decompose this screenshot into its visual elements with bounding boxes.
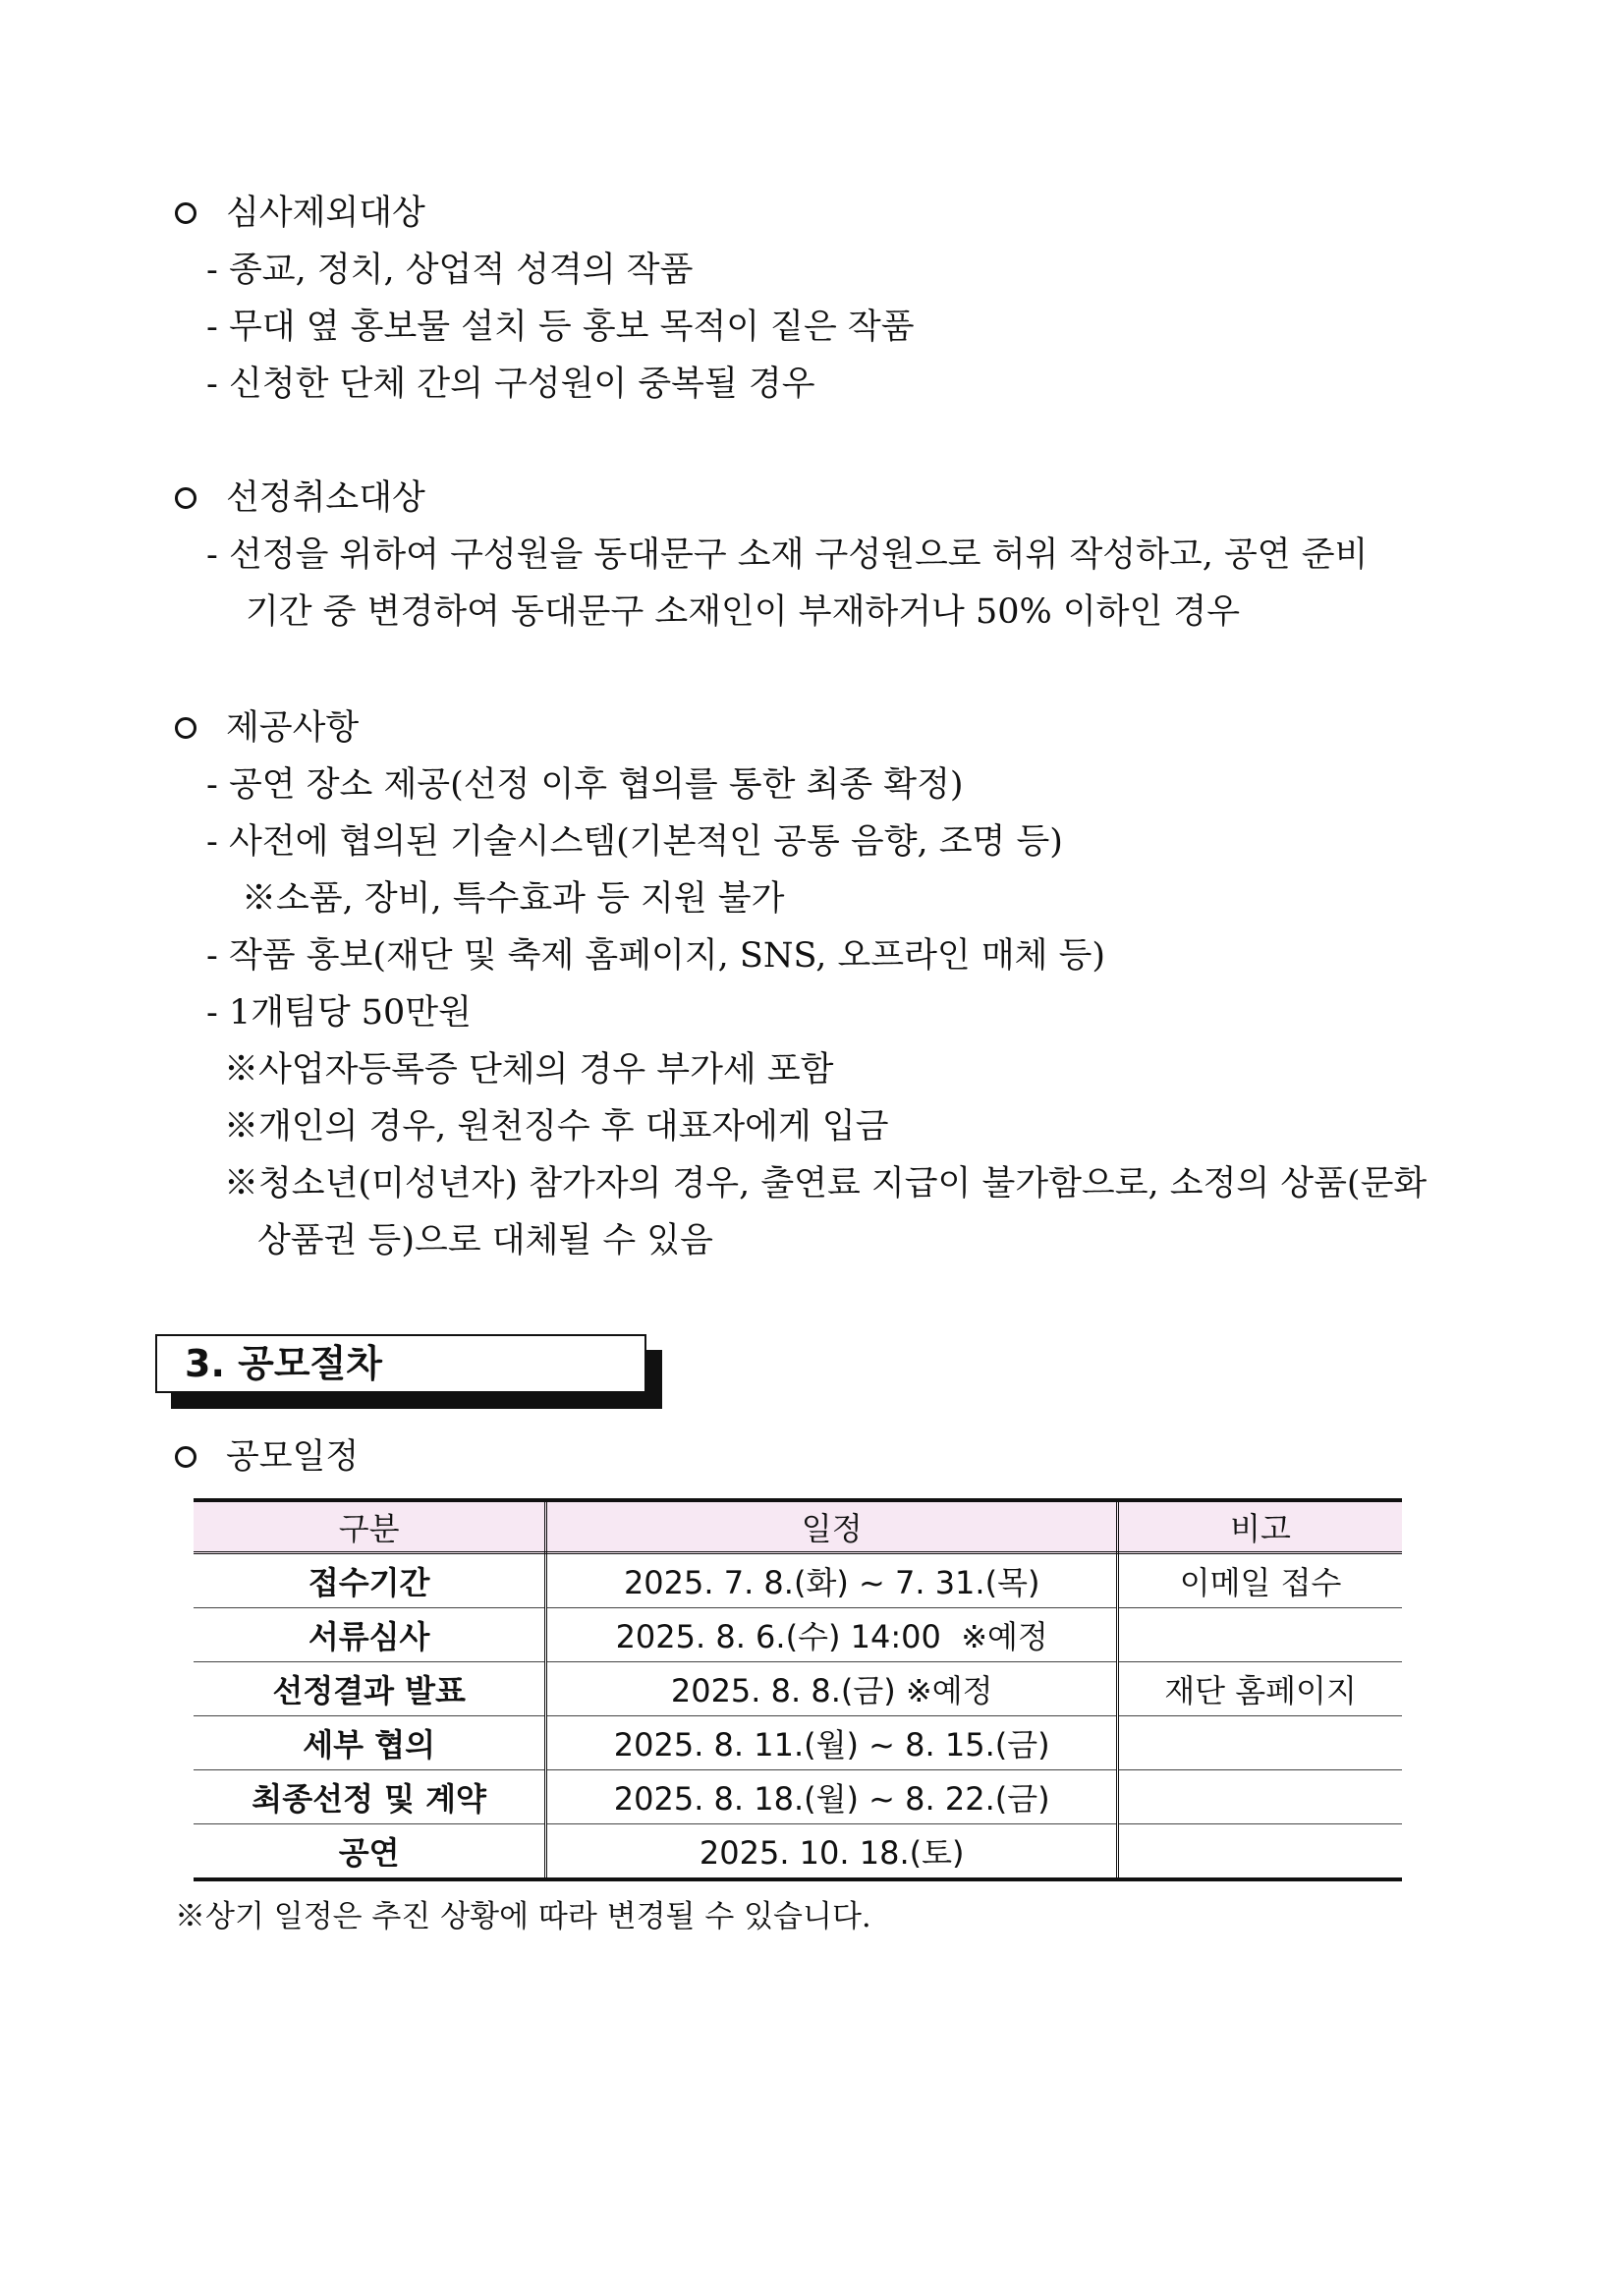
provision-item: - 사전에 협의된 기술시스템(기본적인 공통 음향, 조명 등): [206, 822, 1063, 862]
row-category: 최종선정 및 계약: [194, 1770, 546, 1824]
table-row: [194, 1553, 1402, 1608]
cancellation-heading: 선정취소대상: [226, 478, 425, 518]
provision-heading: 제공사항: [226, 708, 360, 748]
exclusion-heading: 심사제외대상: [226, 194, 425, 233]
table-row: [194, 1716, 1402, 1770]
cancellation-section: [175, 470, 1491, 641]
exclusion-section: [175, 185, 1491, 413]
row-date: 2025. 8. 18.(월) ~ 8. 22.(금): [546, 1770, 1118, 1824]
row-note: [1118, 1716, 1402, 1770]
row-category: 공연: [194, 1824, 546, 1880]
section-header: [155, 1334, 646, 1393]
table-header-row: [194, 1500, 1402, 1553]
provision-note: ※개인의 경우, 원천징수 후 대표자에게 입금: [224, 1107, 889, 1147]
cancellation-text-line1: - 선정을 위하여 구성원을 동대문구 소재 구성원으로 허위 작성하고, 공연 준비: [206, 535, 1369, 575]
provision-heading-line: [175, 700, 1491, 756]
table-row: [194, 1608, 1402, 1662]
cancellation-text-line2: 기간 중 변경하여 동대문구 소재인이 부재하거나 50% 이하인 경우: [246, 592, 1241, 632]
provision-note: ※사업자등록증 단체의 경우 부가세 포함: [224, 1050, 834, 1090]
row-note: 이메일 접수: [1118, 1553, 1402, 1608]
exclusion-item: - 종교, 정치, 상업적 성격의 작품: [206, 251, 694, 290]
schedule-table: [194, 1498, 1402, 1881]
table-row: [194, 1662, 1402, 1716]
row-date: 2025. 7. 8.(화) ~ 7. 31.(목): [546, 1553, 1118, 1608]
schedule-heading-line: [175, 1428, 1491, 1485]
schedule-heading-section: [175, 1428, 1491, 1485]
provision-item: - 작품 홍보(재단 및 축제 홈페이지, SNS, 오프라인 매체 등): [206, 936, 1106, 976]
provision-note-continued: 상품권 등)으로 대체될 수 있음: [257, 1221, 713, 1260]
exclusion-item: - 무대 옆 홍보물 설치 등 홍보 목적이 짙은 작품: [206, 308, 915, 347]
row-category: 선정결과 발표: [194, 1662, 546, 1716]
provision-item: - 공연 장소 제공(선정 이후 협의를 통한 최종 확정): [206, 765, 964, 805]
row-category: 세부 협의: [194, 1716, 546, 1770]
table-row: [194, 1824, 1402, 1880]
circle-bullet-icon: [175, 717, 196, 739]
provision-item: - 1개팀당 50만원: [206, 993, 472, 1033]
schedule-heading: 공모일정: [226, 1437, 360, 1477]
provision-note: ※청소년(미성년자) 참가자의 경우, 출연료 지급이 불가함으로, 소정의 상품(문화: [224, 1164, 1428, 1204]
circle-bullet-icon: [175, 202, 196, 224]
table-row: [194, 1770, 1402, 1824]
row-date: 2025. 8. 8.(금) ※예정: [546, 1662, 1118, 1716]
header-note: 비고: [1118, 1500, 1402, 1553]
schedule-footnote: ※상기 일정은 추진 상황에 따라 변경될 수 있습니다.: [175, 1899, 871, 1934]
row-date: 2025. 8. 11.(월) ~ 8. 15.(금): [546, 1716, 1118, 1770]
row-category: 서류심사: [194, 1608, 546, 1662]
header-category: 구분: [194, 1500, 546, 1553]
row-date: 2025. 10. 18.(토): [546, 1824, 1118, 1880]
row-note: [1118, 1608, 1402, 1662]
row-date: 2025. 8. 6.(수) 14:00 ※예정: [546, 1608, 1118, 1662]
provision-note: ※소품, 장비, 특수효과 등 지원 불가: [242, 879, 785, 919]
exclusion-item: - 신청한 단체 간의 구성원이 중복될 경우: [206, 364, 815, 404]
exclusion-heading-line: [175, 185, 1491, 242]
section-title: 3. 공모절차: [155, 1334, 646, 1393]
row-category: 접수기간: [194, 1553, 546, 1608]
header-date: 일정: [546, 1500, 1118, 1553]
circle-bullet-icon: [175, 487, 196, 509]
provision-section: [175, 700, 1491, 1269]
circle-bullet-icon: [175, 1446, 196, 1468]
cancellation-heading-line: [175, 470, 1491, 527]
row-note: [1118, 1824, 1402, 1880]
row-note: [1118, 1770, 1402, 1824]
row-note: 재단 홈페이지: [1118, 1662, 1402, 1716]
